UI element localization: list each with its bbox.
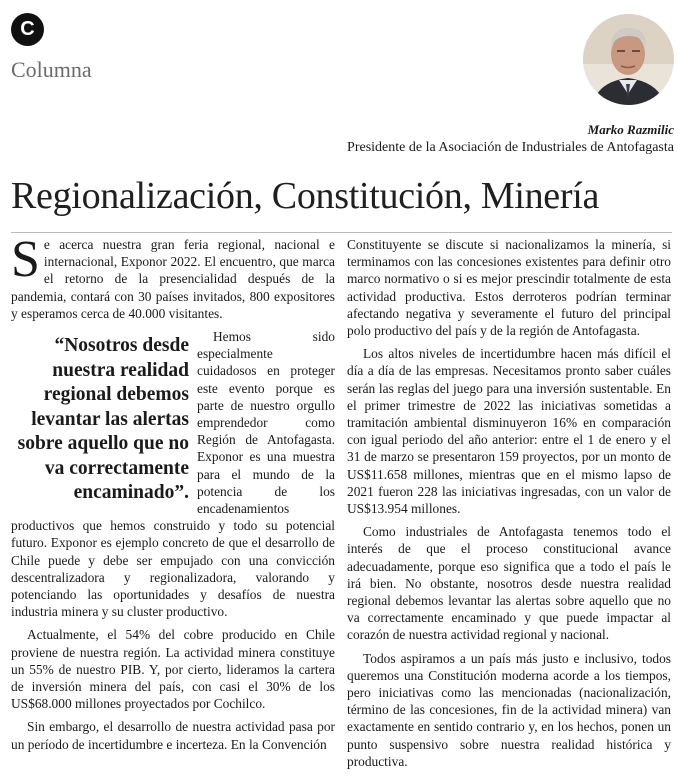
paragraph: [11, 231, 335, 322]
paragraph: Todos aspiramos a un país más justo e inclusivo, todos queremos una Constitución moderna acorde a los tiempos, pero iniciativas como las mencionadas (nacionalización, término de las concesiones, fin de la actividad minera) van exactamente en sentido contrario y, en los hechos, ponen un punto suspensivo sobre nuestra realidad histórica y productiva.: [347, 650, 671, 769]
paragraph-text: e acerca nuestra gran feria regional, nacional e internacional, Exponor 2022. El encuentro, que marca el retorno de la presencialidad después de la pandemia, contará con 30 países invitados, 800 expositores y esperamos cerca de 40.000 visitantes.: [11, 237, 335, 321]
logo-letter: C: [20, 18, 35, 40]
author-byline: [347, 121, 674, 157]
paragraph: Como industriales de Antofagasta tenemos todo el interés de que el proceso constitucional avance adecuadamente, porque eso significa que a todo el país le irá bien. No obstante, nosotros desde nuestra realidad regional debemos levantar las alertas sobre aquello que no va correctamente encaminado y que puede impactar al corazón de nuestra actividad regional y nacional.: [347, 524, 671, 643]
author-role: Presidente de la Asociación de Industriales de Antofagasta: [347, 140, 674, 155]
headline-divider: [11, 232, 672, 233]
paragraph: Actualmente, el 54% del cobre producido en Chile proviene de nuestra región. La actividad minera constituye un 55% de nuestro PIB. Y, por cierto, lideramos la cartera de inversión minera del país, con casi el 30% de los US$68.000 millones proyectados por Cochilco.: [11, 627, 335, 712]
publication-logo: [11, 13, 44, 46]
author-name: Marko Razmilic: [587, 122, 674, 137]
author-portrait: [583, 14, 674, 105]
paragraph: Sin embargo, el desarrollo de nuestra actividad pasa por un período de incertidumbre e incerteza. En la Convención: [11, 719, 335, 752]
article-column-1: [11, 231, 335, 759]
section-label: Columna: [11, 57, 92, 82]
article-column-2: [347, 236, 671, 776]
paragraph: Hemos sido especialmente cuidadosos en proteger este evento porque es parte de nuestro orgullo emprendedor como Región de Antofagasta. Exponor es una muestra para el mundo de la potencia de los encadenamientos productivos que hemos construido y todo su potencial futuro. Exponor es ejemplo concreto de que el desarrollo de Chile puede y debe ser empujado con una convicción descentralizadora y regionalizadora, valorando y potenciando las oportunidades y desafíos de nuestra industria minera y su cluster productivo.: [11, 329, 335, 620]
paragraph: Los altos niveles de incertidumbre hacen más difícil el día a día de las empresas. Necesitamos pronto saber cuáles serán las reglas del juego para una inversión sustentable. En el primer trimestre de 2022 las iniciativas sometidas a tramitación ambiental disminuyeron 16% en comparación con igual periodo del año anterior: entre el 1 de enero y el 31 de marzo se presentaron 159 proyectos, por un monto de US$11.658 millones, mientras que en el mismo lapso de 2021 fueron 228 las iniciativas ingresadas, con un valor de US$13.954 millones.: [347, 346, 671, 517]
drop-cap: S: [11, 231, 40, 288]
paragraph: Constituyente se discute si nacionalizamos la minería, si terminamos con las concesiones existentes para definir otro marco normativo o si es mejor prescindir totalmente de esta actividad productiva. Estos derroteros podrían terminar afectando negativa y severamente el futuro del principal polo productivo del país y de la región de Antofagasta.: [347, 237, 671, 339]
headline: Regionalización, Constitución, Minería: [11, 175, 600, 217]
pull-quote: “Nosotros desde nuestra realidad regional debemos levantar las alertas sobre aquello que no va correctamente encaminado”.: [17, 335, 189, 504]
